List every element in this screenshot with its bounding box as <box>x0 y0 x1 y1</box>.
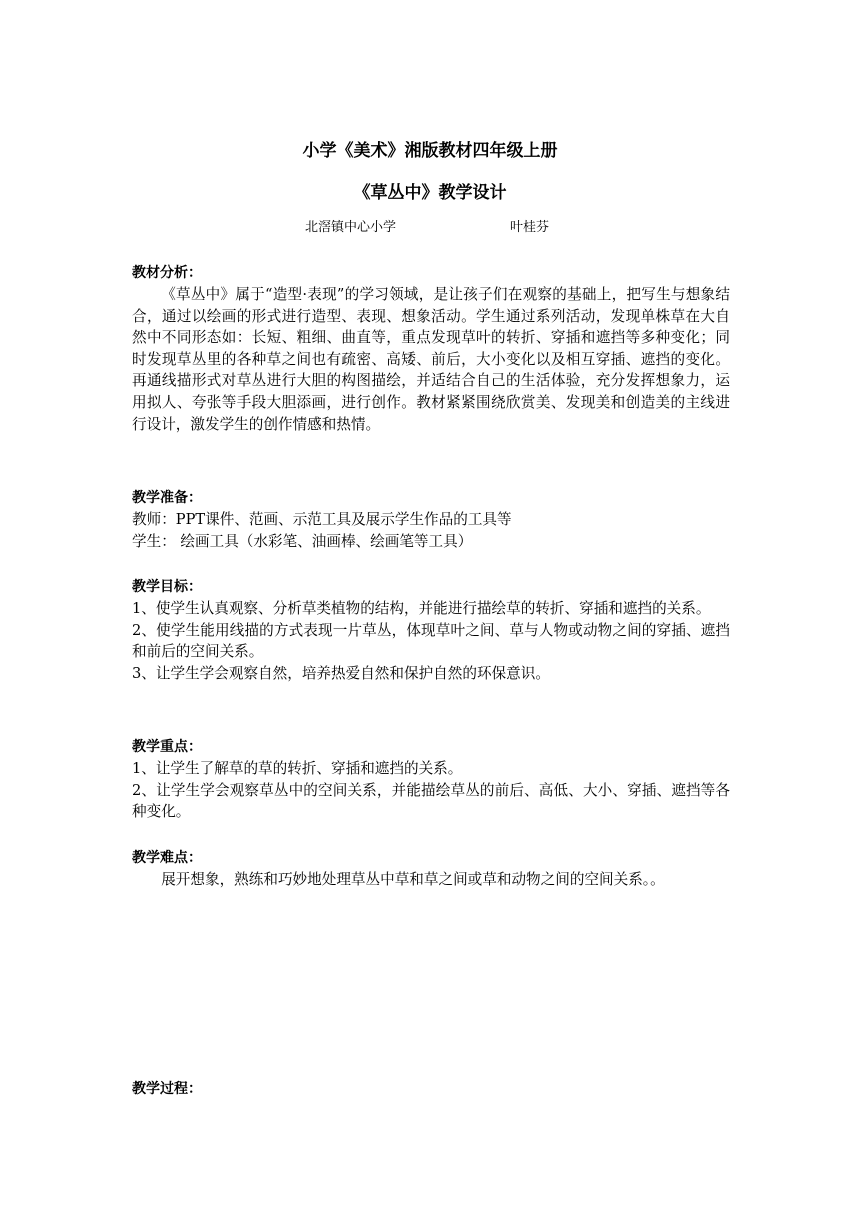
school-name: 北滘镇中心小学 <box>305 220 397 235</box>
author-name: 叶桂芬 <box>510 220 550 235</box>
analysis-heading: 教材分析： <box>132 265 202 281</box>
objectives-section <box>132 576 730 684</box>
key-point-item: 1、让学生了解草的草的转折、穿插和遮挡的关系。 <box>132 760 463 777</box>
document-title: 小学《美术》湘版教材四年级上册 <box>302 141 558 161</box>
preparation-student: 学生： 绘画工具（水彩笔、油画棒、绘画笔等工具） <box>132 532 473 550</box>
objectives-heading: 教学目标： <box>132 579 202 595</box>
key-points-section <box>132 736 730 823</box>
difficulties-heading: 教学难点： <box>132 850 202 866</box>
byline <box>0 218 860 238</box>
lesson-title: 《草丛中》教学设计 <box>353 183 507 203</box>
preparation-section <box>132 487 730 552</box>
objective-item: 1、使学生认真观察、分析草类植物的结构，并能进行描绘草的转折、穿插和遮挡的关系。 <box>132 600 711 617</box>
difficulties-text: 展开想象，熟练和巧妙地处理草丛中草和草之间或草和动物之间的空间关系。。 <box>161 871 665 888</box>
analysis-text: 《草丛中》属于“造型·表现”的学习领域，是让孩子们在观察的基础上，把写生与想象结合，通过以绘画的形式进行造型、表现、想象活动。学生通过系列活动，发现单株草在大自然中不同形态如：长短、粗细、曲直等，重点发现草叶的转折、穿插和遮挡等多种变化；同时发现草丛里的各种草之间也有疏密、高矮、前后，大小变化以及相互穿插、遮挡的变化。再通线描形式对草丛进行大胆的构图描绘，并适结合自己的生活体验，充分发挥想象力，运用拟人、夸张等手段大胆添画，进行创作。教材紧紧围绕欣赏美、发现美和创造美的主线进行设计，激发学生的创作情感和热情。 <box>132 286 730 433</box>
preparation-teacher: 教师：PPT课件、范画、示范工具及展示学生作品的工具等 <box>132 511 512 528</box>
analysis-section <box>132 262 730 435</box>
key-point-item: 2、让学生学会观察草丛中的空间关系，并能描绘草丛的前后、高低、大小、穿插、遮挡等各种变化。 <box>132 781 730 821</box>
objective-item: 2、使学生能用线描的方式表现一片草丛，体现草叶之间、草与人物或动物之间的穿插、遮挡和前后的空间关系。 <box>132 621 730 661</box>
difficulties-section <box>132 847 730 891</box>
preparation-heading: 教学准备： <box>132 490 202 506</box>
key-points-heading: 教学重点： <box>132 739 202 755</box>
process-section <box>132 1078 730 1100</box>
process-heading: 教学过程： <box>132 1081 202 1097</box>
objective-item: 3、让学生学会观察自然，培养热爱自然和保护自然的环保意识。 <box>132 664 550 682</box>
